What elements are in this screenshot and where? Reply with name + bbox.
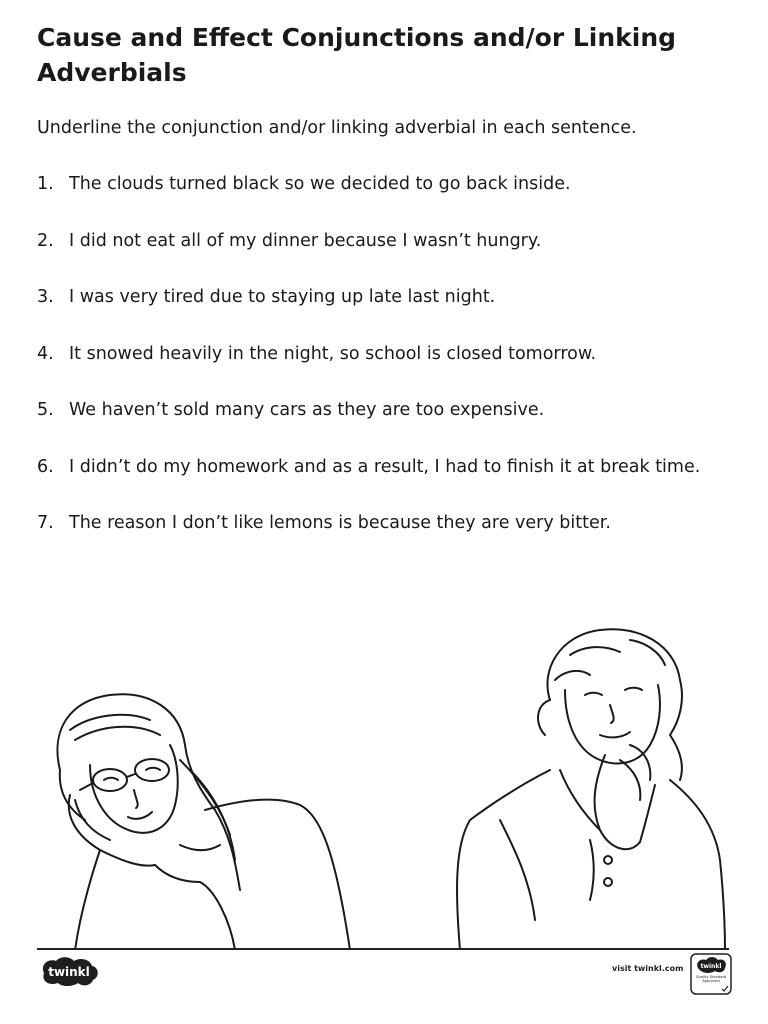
item-text: I did not eat all of my dinner because I wasn’t hungry. (69, 230, 542, 251)
boy-illustration (457, 629, 725, 950)
children-illustration (30, 620, 740, 950)
quality-badge-icon (690, 953, 732, 995)
item-number: 7. (37, 513, 54, 533)
list-item (37, 227, 731, 255)
page-title: Cause and Effect Conjunctions and/or Linking Adverbials (37, 23, 677, 87)
visit-link[interactable]: visit twinkl.com (612, 964, 684, 973)
item-text: We haven’t sold many cars as they are too expensive. (69, 400, 545, 420)
badge-caption: Quality Standard Approved (695, 975, 727, 984)
list-item (37, 340, 731, 368)
twinkl-logo-icon (38, 955, 100, 987)
item-text: The reason I don’t like lemons is because they are very bitter. (69, 513, 611, 533)
list-item (37, 170, 731, 198)
badge-logo-text: twinkl (700, 963, 722, 970)
girl-illustration (57, 694, 350, 950)
item-number: 1. (37, 174, 54, 194)
list-item (37, 453, 731, 481)
list-item (37, 509, 731, 537)
list-item (37, 396, 731, 424)
item-number: 3. (37, 287, 54, 307)
sentence-list (37, 170, 731, 566)
item-text: It snowed heavily in the night, so school is closed tomorrow. (69, 343, 597, 364)
list-item (37, 283, 731, 311)
item-text: The clouds turned black so we decided to go back inside. (69, 174, 571, 194)
item-number: 2. (37, 230, 54, 251)
logo-text: twinkl (48, 965, 90, 979)
item-number: 4. (37, 343, 54, 364)
item-text: I didn’t do my homework and as a result, I had to finish it at break time. (69, 456, 701, 477)
footer-divider (37, 948, 729, 950)
item-text: I was very tired due to staying up late last night. (69, 287, 496, 307)
item-number: 6. (37, 456, 54, 477)
item-number: 5. (37, 400, 54, 420)
instruction-text: Underline the conjunction and/or linking adverbial in each sentence. (37, 118, 637, 138)
